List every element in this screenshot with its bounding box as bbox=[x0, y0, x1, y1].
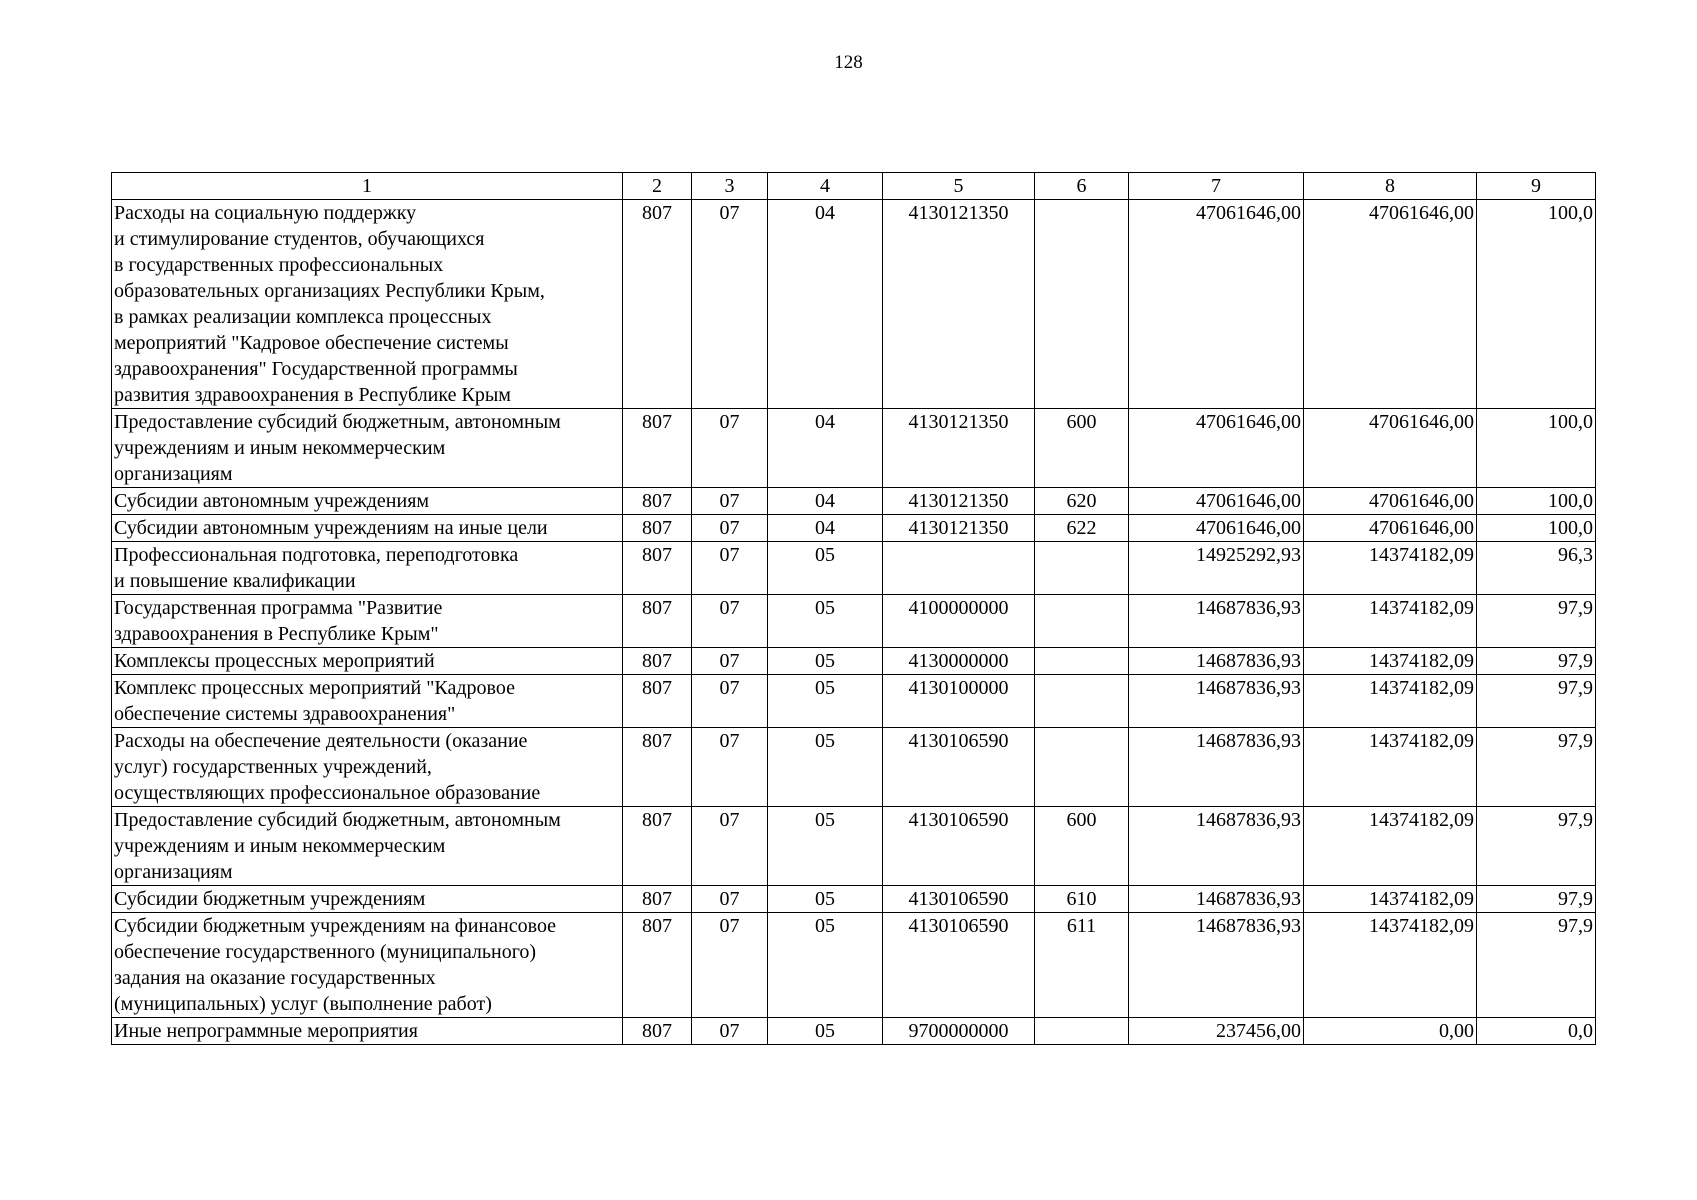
row-percent: 97,9 bbox=[1477, 913, 1596, 1018]
row-executed-amount: 47061646,00 bbox=[1304, 200, 1477, 409]
table-row bbox=[112, 675, 1596, 728]
row-ministry-code: 807 bbox=[623, 488, 692, 515]
row-executed-amount: 14374182,09 bbox=[1304, 807, 1477, 886]
row-planned-amount: 47061646,00 bbox=[1129, 488, 1304, 515]
row-name: Предоставление субсидий бюджетным, автономным учреждениям и иным некоммерческим организациям bbox=[112, 409, 623, 488]
row-percent: 97,9 bbox=[1477, 595, 1596, 648]
row-target-article: 4130106590 bbox=[883, 728, 1035, 807]
row-ministry-code: 807 bbox=[623, 595, 692, 648]
row-target-article: 9700000000 bbox=[883, 1018, 1035, 1045]
row-target-article: 4130000000 bbox=[883, 648, 1035, 675]
table-row bbox=[112, 542, 1596, 595]
table-row bbox=[112, 515, 1596, 542]
row-planned-amount: 14687836,93 bbox=[1129, 807, 1304, 886]
row-expense-type bbox=[1035, 675, 1129, 728]
row-ministry-code: 807 bbox=[623, 542, 692, 595]
row-expense-type: 600 bbox=[1035, 807, 1129, 886]
row-section: 07 bbox=[692, 913, 768, 1018]
table-row bbox=[112, 1018, 1596, 1045]
row-executed-amount: 14374182,09 bbox=[1304, 675, 1477, 728]
row-percent: 100,0 bbox=[1477, 515, 1596, 542]
row-section: 07 bbox=[692, 488, 768, 515]
row-executed-amount: 47061646,00 bbox=[1304, 515, 1477, 542]
row-expense-type bbox=[1035, 1018, 1129, 1045]
row-subsection: 05 bbox=[768, 1018, 883, 1045]
row-percent: 96,3 bbox=[1477, 542, 1596, 595]
row-ministry-code: 807 bbox=[623, 648, 692, 675]
row-executed-amount: 14374182,09 bbox=[1304, 542, 1477, 595]
row-name: Расходы на социальную поддержку и стимулирование студентов, обучающихся в государственных профессиональных образовательных организациях Республики Крым, в рамках реализации комплекса процессных мероприятий "Кадровое обеспечение системы здравоохранения" Государственной программы развития здравоохранения в Республике Крым bbox=[112, 200, 623, 409]
table-row bbox=[112, 648, 1596, 675]
header-col-6: 6 bbox=[1035, 173, 1129, 200]
row-percent: 100,0 bbox=[1477, 488, 1596, 515]
row-subsection: 04 bbox=[768, 409, 883, 488]
row-target-article: 4130121350 bbox=[883, 515, 1035, 542]
row-name: Субсидии бюджетным учреждениям на финансовое обеспечение государственного (муниципального) задания на оказание государственных (муниципальных) услуг (выполнение работ) bbox=[112, 913, 623, 1018]
row-expense-type bbox=[1035, 542, 1129, 595]
row-ministry-code: 807 bbox=[623, 409, 692, 488]
row-expense-type: 610 bbox=[1035, 886, 1129, 913]
row-executed-amount: 47061646,00 bbox=[1304, 488, 1477, 515]
row-planned-amount: 14687836,93 bbox=[1129, 728, 1304, 807]
row-planned-amount: 14687836,93 bbox=[1129, 675, 1304, 728]
table-row bbox=[112, 728, 1596, 807]
header-col-3: 3 bbox=[692, 173, 768, 200]
row-planned-amount: 47061646,00 bbox=[1129, 200, 1304, 409]
row-target-article: 4130121350 bbox=[883, 200, 1035, 409]
row-section: 07 bbox=[692, 1018, 768, 1045]
row-planned-amount: 14687836,93 bbox=[1129, 913, 1304, 1018]
row-section: 07 bbox=[692, 409, 768, 488]
row-target-article: 4100000000 bbox=[883, 595, 1035, 648]
row-planned-amount: 47061646,00 bbox=[1129, 409, 1304, 488]
row-percent: 97,9 bbox=[1477, 728, 1596, 807]
row-name: Расходы на обеспечение деятельности (оказание услуг) государственных учреждений, осуществляющих профессиональное образование bbox=[112, 728, 623, 807]
row-subsection: 05 bbox=[768, 913, 883, 1018]
row-target-article: 4130121350 bbox=[883, 409, 1035, 488]
header-col-2: 2 bbox=[623, 173, 692, 200]
header-row bbox=[112, 173, 1596, 200]
row-name: Предоставление субсидий бюджетным, автономным учреждениям и иным некоммерческим организациям bbox=[112, 807, 623, 886]
row-ministry-code: 807 bbox=[623, 515, 692, 542]
row-percent: 97,9 bbox=[1477, 675, 1596, 728]
table-row bbox=[112, 886, 1596, 913]
row-ministry-code: 807 bbox=[623, 1018, 692, 1045]
row-subsection: 05 bbox=[768, 542, 883, 595]
row-executed-amount: 14374182,09 bbox=[1304, 595, 1477, 648]
table-row bbox=[112, 200, 1596, 409]
row-percent: 100,0 bbox=[1477, 409, 1596, 488]
row-executed-amount: 47061646,00 bbox=[1304, 409, 1477, 488]
row-target-article bbox=[883, 542, 1035, 595]
row-section: 07 bbox=[692, 728, 768, 807]
row-subsection: 04 bbox=[768, 488, 883, 515]
row-name: Субсидии автономным учреждениям на иные цели bbox=[112, 515, 623, 542]
header-col-5: 5 bbox=[883, 173, 1035, 200]
row-section: 07 bbox=[692, 675, 768, 728]
row-expense-type bbox=[1035, 728, 1129, 807]
row-target-article: 4130121350 bbox=[883, 488, 1035, 515]
table-row bbox=[112, 913, 1596, 1018]
row-ministry-code: 807 bbox=[623, 913, 692, 1018]
row-executed-amount: 0,00 bbox=[1304, 1018, 1477, 1045]
row-name: Комплексы процессных мероприятий bbox=[112, 648, 623, 675]
row-percent: 97,9 bbox=[1477, 807, 1596, 886]
row-executed-amount: 14374182,09 bbox=[1304, 728, 1477, 807]
row-section: 07 bbox=[692, 515, 768, 542]
row-target-article: 4130106590 bbox=[883, 913, 1035, 1018]
page-number: 128 bbox=[834, 52, 863, 73]
row-target-article: 4130106590 bbox=[883, 807, 1035, 886]
row-name: Иные непрограммные мероприятия bbox=[112, 1018, 623, 1045]
row-expense-type: 600 bbox=[1035, 409, 1129, 488]
row-name: Субсидии бюджетным учреждениям bbox=[112, 886, 623, 913]
header-col-8: 8 bbox=[1304, 173, 1477, 200]
row-subsection: 04 bbox=[768, 515, 883, 542]
header-col-4: 4 bbox=[768, 173, 883, 200]
row-name: Государственная программа "Развитие здравоохранения в Республике Крым" bbox=[112, 595, 623, 648]
row-subsection: 04 bbox=[768, 200, 883, 409]
row-target-article: 4130100000 bbox=[883, 675, 1035, 728]
row-percent: 97,9 bbox=[1477, 886, 1596, 913]
row-executed-amount: 14374182,09 bbox=[1304, 648, 1477, 675]
row-section: 07 bbox=[692, 200, 768, 409]
row-section: 07 bbox=[692, 886, 768, 913]
row-ministry-code: 807 bbox=[623, 807, 692, 886]
row-percent: 0,0 bbox=[1477, 1018, 1596, 1045]
row-expense-type: 620 bbox=[1035, 488, 1129, 515]
row-subsection: 05 bbox=[768, 595, 883, 648]
row-subsection: 05 bbox=[768, 675, 883, 728]
row-target-article: 4130106590 bbox=[883, 886, 1035, 913]
header-col-9: 9 bbox=[1477, 173, 1596, 200]
row-section: 07 bbox=[692, 807, 768, 886]
row-percent: 97,9 bbox=[1477, 648, 1596, 675]
row-executed-amount: 14374182,09 bbox=[1304, 886, 1477, 913]
row-section: 07 bbox=[692, 595, 768, 648]
row-section: 07 bbox=[692, 648, 768, 675]
row-subsection: 05 bbox=[768, 728, 883, 807]
row-expense-type: 611 bbox=[1035, 913, 1129, 1018]
row-expense-type bbox=[1035, 595, 1129, 648]
row-ministry-code: 807 bbox=[623, 728, 692, 807]
header-col-7: 7 bbox=[1129, 173, 1304, 200]
row-subsection: 05 bbox=[768, 886, 883, 913]
row-expense-type bbox=[1035, 648, 1129, 675]
header-col-1: 1 bbox=[112, 173, 623, 200]
row-planned-amount: 14687836,93 bbox=[1129, 648, 1304, 675]
row-ministry-code: 807 bbox=[623, 200, 692, 409]
row-expense-type: 622 bbox=[1035, 515, 1129, 542]
row-executed-amount: 14374182,09 bbox=[1304, 913, 1477, 1018]
table-row bbox=[112, 409, 1596, 488]
row-planned-amount: 47061646,00 bbox=[1129, 515, 1304, 542]
table-row bbox=[112, 595, 1596, 648]
row-planned-amount: 14687836,93 bbox=[1129, 886, 1304, 913]
table-row bbox=[112, 488, 1596, 515]
row-ministry-code: 807 bbox=[623, 675, 692, 728]
row-ministry-code: 807 bbox=[623, 886, 692, 913]
row-percent: 100,0 bbox=[1477, 200, 1596, 409]
row-planned-amount: 237456,00 bbox=[1129, 1018, 1304, 1045]
row-name: Профессиональная подготовка, переподготовка и повышение квалификации bbox=[112, 542, 623, 595]
row-subsection: 05 bbox=[768, 648, 883, 675]
budget-table bbox=[111, 172, 1596, 1045]
table-row bbox=[112, 807, 1596, 886]
row-subsection: 05 bbox=[768, 807, 883, 886]
row-name: Субсидии автономным учреждениям bbox=[112, 488, 623, 515]
row-section: 07 bbox=[692, 542, 768, 595]
row-expense-type bbox=[1035, 200, 1129, 409]
row-planned-amount: 14925292,93 bbox=[1129, 542, 1304, 595]
row-planned-amount: 14687836,93 bbox=[1129, 595, 1304, 648]
row-name: Комплекс процессных мероприятий "Кадровое обеспечение системы здравоохранения" bbox=[112, 675, 623, 728]
